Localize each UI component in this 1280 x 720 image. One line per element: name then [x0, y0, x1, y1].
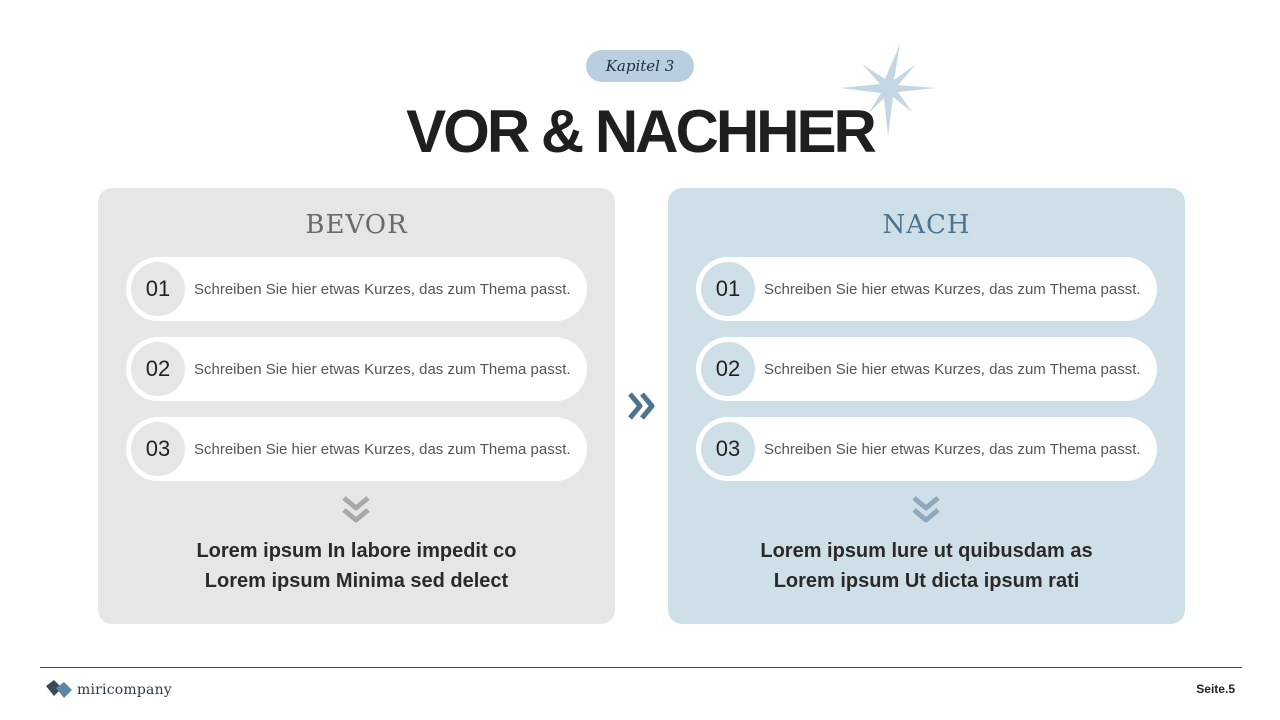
item-text: Schreiben Sie hier etwas Kurzes, das zum Thema passt. [194, 280, 571, 298]
logo-icon [46, 680, 72, 700]
list-item [126, 337, 587, 401]
company-name: miricompany [77, 682, 172, 698]
double-chevron-right-icon [626, 390, 658, 422]
item-number: 02 [701, 342, 755, 396]
item-text: Schreiben Sie hier etwas Kurzes, das zum Thema passt. [764, 280, 1141, 298]
item-text: Schreiben Sie hier etwas Kurzes, das zum Thema passt. [194, 360, 571, 378]
item-number: 01 [701, 262, 755, 316]
item-number: 02 [131, 342, 185, 396]
item-text: Schreiben Sie hier etwas Kurzes, das zum Thema passt. [764, 440, 1141, 458]
chapter-badge: Kapitel 3 [586, 50, 694, 82]
list-item [696, 257, 1157, 321]
list-item [696, 417, 1157, 481]
list-item [126, 417, 587, 481]
item-number: 03 [131, 422, 185, 476]
after-heading: NACH [882, 210, 971, 240]
page-number: Seite.5 [1196, 682, 1235, 696]
double-chevron-down-icon [910, 494, 942, 526]
after-conclusion [668, 536, 1185, 596]
item-number: 01 [131, 262, 185, 316]
item-text: Schreiben Sie hier etwas Kurzes, das zum Thema passt. [764, 360, 1141, 378]
footer-logo [46, 680, 172, 700]
conclusion-line: Lorem ipsum In labore impedit co [196, 540, 517, 562]
conclusion-line: Lorem ipsum lure ut quibusdam as [760, 540, 1093, 562]
before-panel [98, 188, 615, 624]
page-title: VOR & NACHHER [406, 98, 874, 165]
before-heading: BEVOR [305, 210, 408, 240]
item-number: 03 [701, 422, 755, 476]
list-item [126, 257, 587, 321]
footer-divider [40, 667, 1242, 668]
conclusion-line: Lorem ipsum Minima sed delect [204, 570, 509, 592]
item-text: Schreiben Sie hier etwas Kurzes, das zum Thema passt. [194, 440, 571, 458]
before-conclusion [98, 536, 615, 596]
list-item [696, 337, 1157, 401]
conclusion-line: Lorem ipsum Ut dicta ipsum rati [773, 570, 1080, 592]
double-chevron-down-icon [340, 494, 372, 526]
after-panel [668, 188, 1185, 624]
